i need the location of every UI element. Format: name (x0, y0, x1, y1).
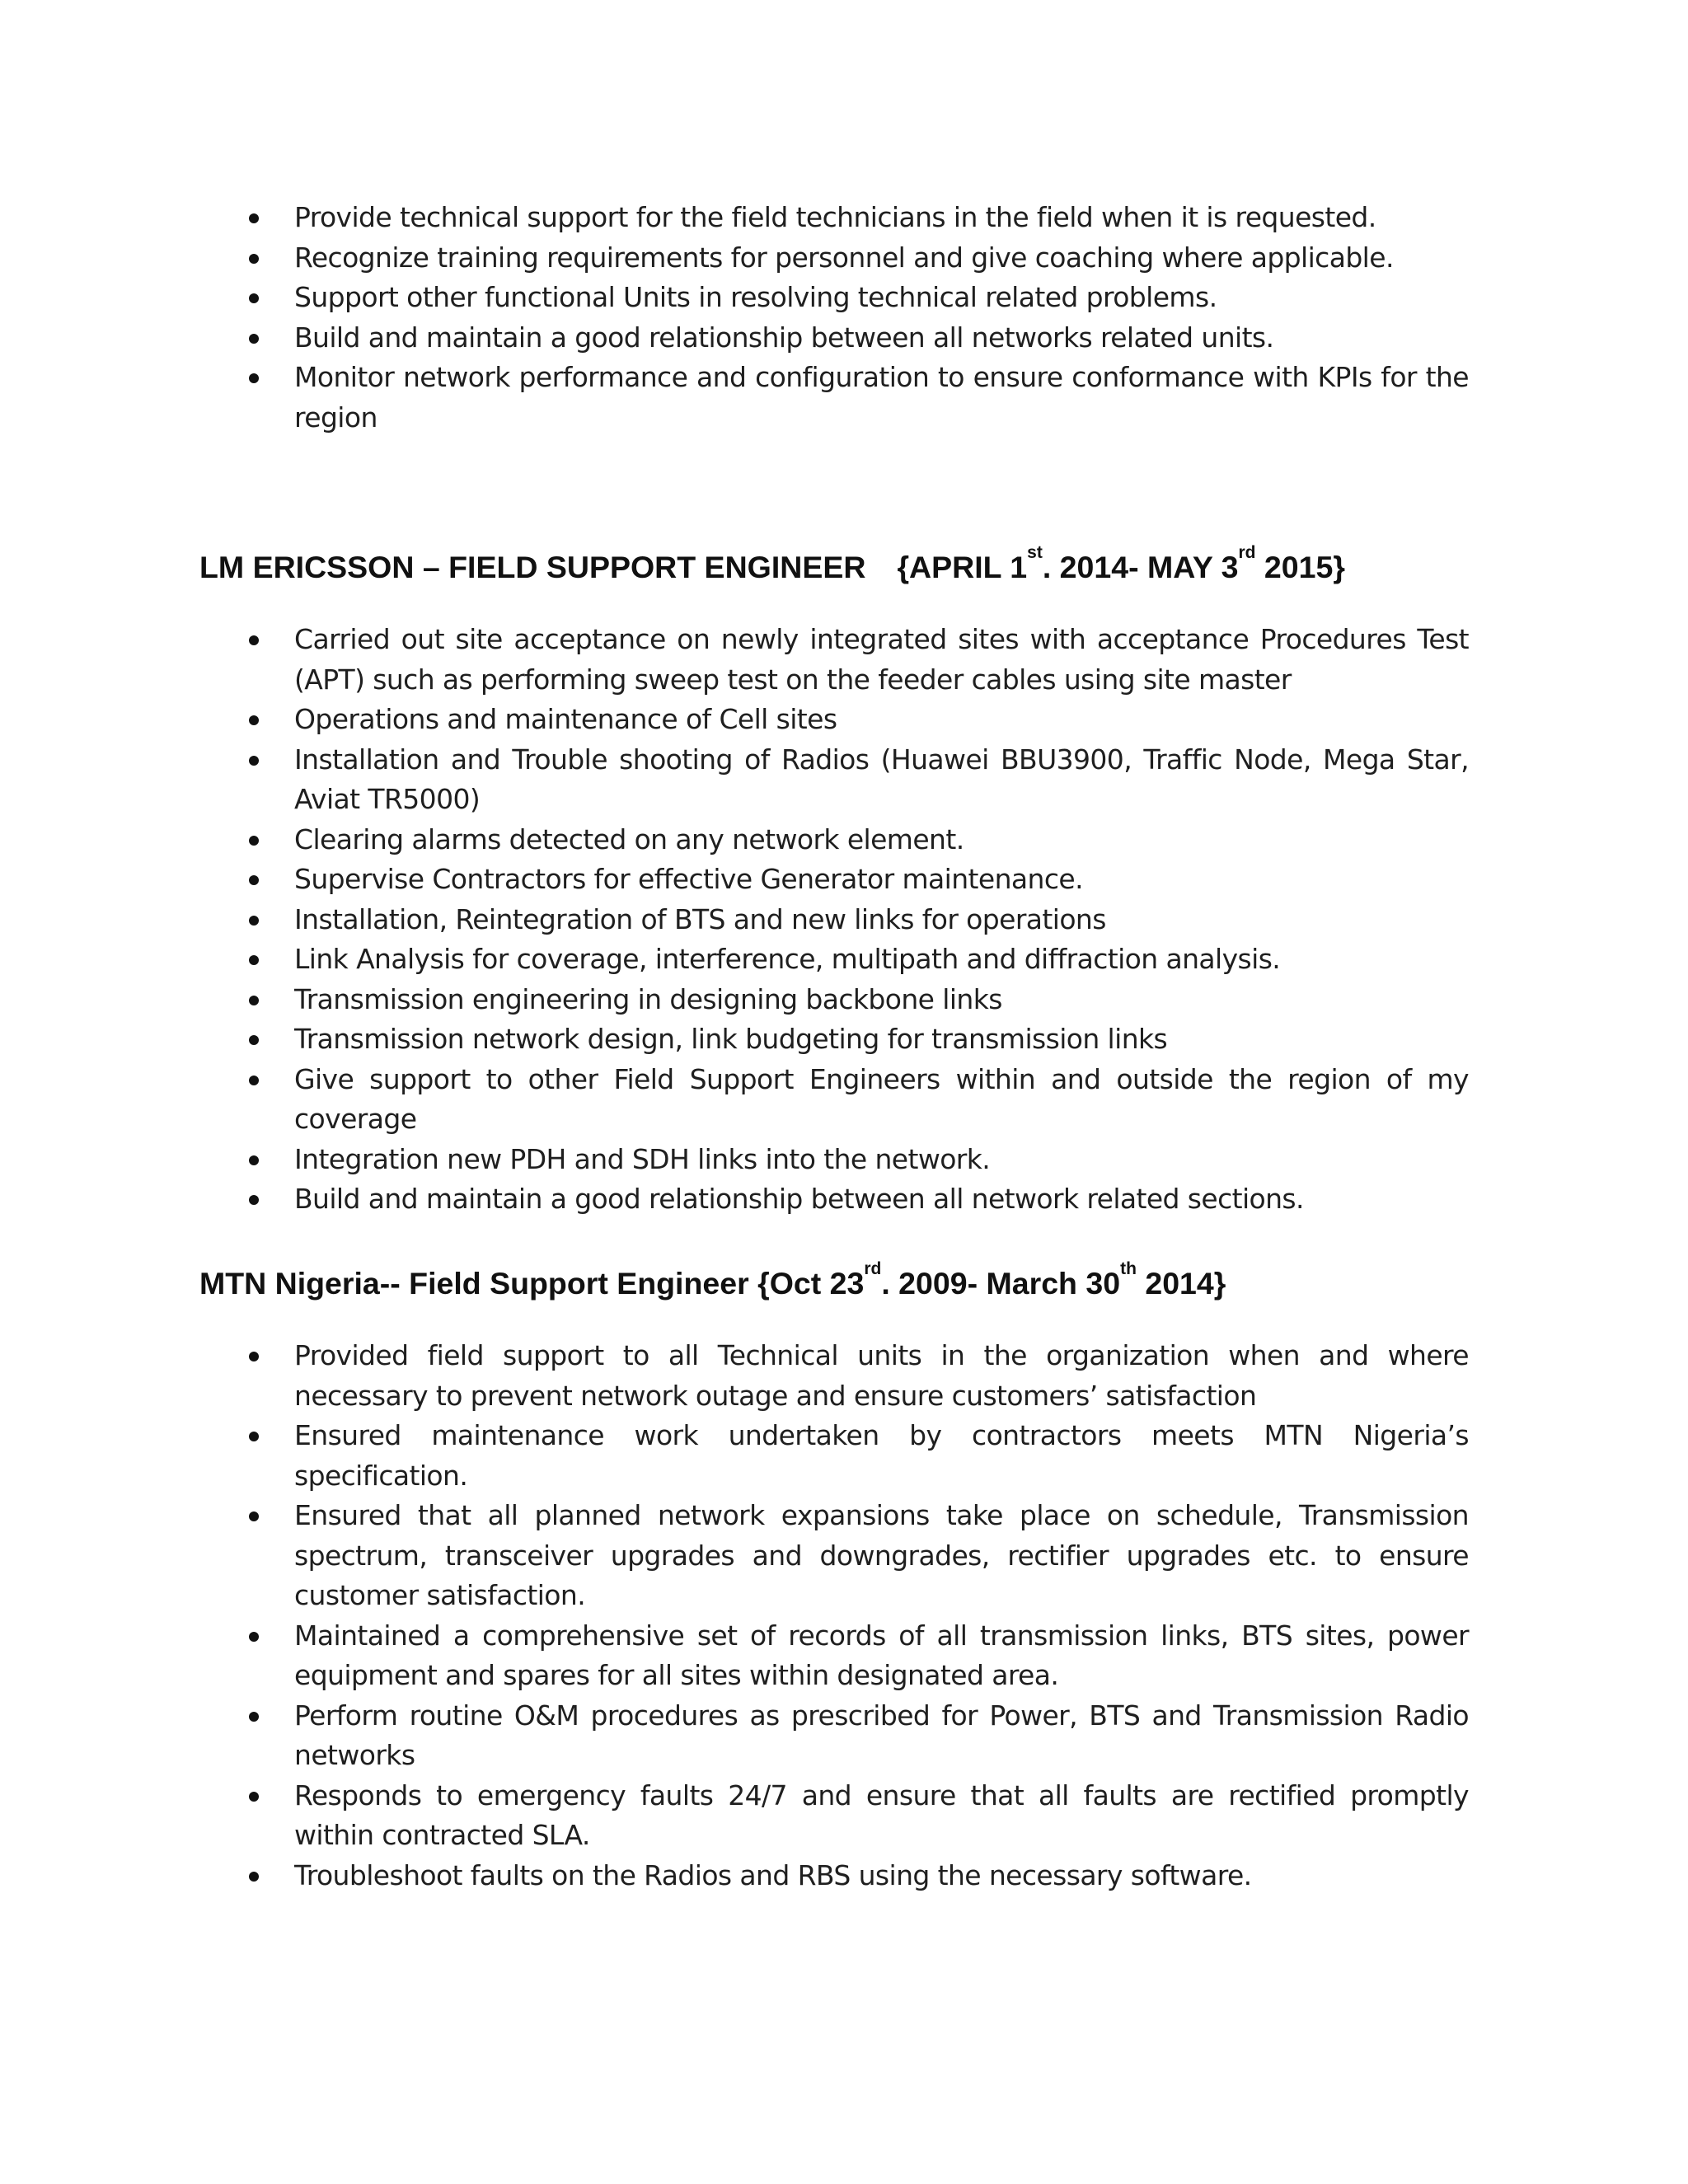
job-date-end: 2014} (1136, 1266, 1226, 1301)
bullet-icon (249, 1432, 259, 1441)
bullet-icon (249, 836, 259, 846)
list-item (199, 820, 1469, 860)
job-date-middle: . 2014- MAY 3 (1042, 550, 1239, 584)
list-item-text: Installation and Trouble shooting of Radios (Huawei BBU3900, Traffic Node, Mega Star, Aviat TR5000) (294, 743, 1469, 815)
list-item (199, 1336, 1469, 1416)
bullet-icon (249, 334, 259, 344)
list-item-text: Monitor network performance and configuration to ensure conformance with KPIs for the region (294, 361, 1469, 434)
list-item-text: Support other functional Units in resolving technical related problems. (294, 281, 1217, 313)
bullet-icon (249, 1352, 259, 1361)
list-item-text: Ensured that all planned network expansions take place on schedule, Transmission spectrum, transceiver upgrades and downgrades, rectifier upgrades etc. to ensure customer satisfaction. (294, 1499, 1469, 1611)
list-item-text: Provide technical support for the field technicians in the field when it is requested. (294, 201, 1376, 233)
mtn-responsibilities-list (199, 1336, 1469, 1896)
list-item-text: Recognize training requirements for personnel and give coaching where applicable. (294, 241, 1394, 274)
list-item-text: Carried out site acceptance on newly integrated sites with acceptance Procedures Test (APT) such as performing sweep test on the feeder cables using site master (294, 623, 1469, 696)
bullet-icon (249, 635, 259, 645)
bullet-list (199, 620, 1469, 1220)
bullet-icon (249, 293, 259, 303)
list-item (199, 940, 1469, 980)
list-item (199, 198, 1469, 238)
bullet-icon (249, 955, 259, 965)
bullet-icon (249, 1712, 259, 1722)
bullet-icon (249, 1035, 259, 1045)
bullet-icon (249, 916, 259, 926)
list-item-text: Transmission engineering in designing backbone links (294, 982, 1002, 1015)
bullet-icon (249, 1511, 259, 1521)
list-item-text: Operations and maintenance of Cell sites (294, 703, 837, 735)
ericsson-responsibilities-list (199, 620, 1469, 1220)
bullet-icon (249, 1632, 259, 1642)
bullet-icon (249, 1195, 259, 1205)
list-item (199, 700, 1469, 740)
bullet-icon (249, 213, 259, 223)
list-item (199, 900, 1469, 940)
list-item (199, 238, 1469, 279)
bullet-icon (249, 996, 259, 1005)
list-item-text: Supervise Contractors for effective Generator maintenance. (294, 863, 1083, 895)
bullet-icon (249, 1076, 259, 1085)
list-item-text: Provided field support to all Technical units in the organization when and where necessary to prevent network outage and ensure customers’ satisfaction (294, 1339, 1469, 1412)
ordinal-suffix: rd (864, 1259, 882, 1278)
list-item-text: Build and maintain a good relationship between all network related sections. (294, 1183, 1304, 1215)
ericsson-section-header (199, 543, 1469, 587)
list-item (199, 1140, 1469, 1180)
list-item (199, 740, 1469, 820)
bullet-list (199, 198, 1469, 438)
list-item (199, 1179, 1469, 1220)
list-item-text: Perform routine O&M procedures as prescribed for Power, BTS and Transmission Radio networks (294, 1699, 1469, 1771)
list-item (199, 1416, 1469, 1496)
job-title: MTN Nigeria-- Field Support Engineer {Oct 23 (199, 1266, 865, 1301)
list-item-text: Installation, Reintegration of BTS and new links for operations (294, 902, 1106, 935)
list-item (199, 358, 1469, 438)
job-heading-mtn (199, 1259, 1469, 1303)
bullet-list (199, 1336, 1469, 1896)
list-item (199, 860, 1469, 900)
list-item-text: Transmission network design, link budgeting for transmission links (294, 1023, 1168, 1055)
list-item-text: Ensured maintenance work undertaken by contractors meets MTN Nigeria’s specification. (294, 1419, 1469, 1492)
bullet-icon (249, 756, 259, 766)
list-item-text: Clearing alarms detected on any network element. (294, 823, 964, 855)
list-item (199, 1060, 1469, 1140)
list-item-text: Build and maintain a good relationship between all networks related units. (294, 321, 1274, 354)
bullet-icon (249, 373, 259, 383)
list-item-text: Maintained a comprehensive set of records of all transmission links, BTS sites, power equipment and spares for all sites within designated area. (294, 1619, 1469, 1691)
bullet-icon (249, 1155, 259, 1165)
job-heading-ericsson (199, 543, 1469, 587)
list-item (199, 1776, 1469, 1856)
list-item (199, 1616, 1469, 1696)
bullet-icon (249, 1792, 259, 1802)
job-date-start: {APRIL 1 (897, 550, 1028, 584)
list-item (199, 980, 1469, 1020)
job-title: LM ERICSSON – FIELD SUPPORT ENGINEER (199, 550, 866, 584)
bullet-icon (249, 1872, 259, 1882)
list-item (199, 1019, 1469, 1060)
list-item-text: Give support to other Field Support Engineers within and outside the region of my coverage (294, 1062, 1469, 1135)
job-date-end: 2015} (1255, 550, 1345, 584)
list-item-text: Responds to emergency faults 24/7 and ensure that all faults are rectified promptly within contracted SLA. (294, 1779, 1469, 1851)
list-item (199, 1696, 1469, 1776)
list-item (199, 318, 1469, 359)
list-item (199, 1856, 1469, 1896)
bullet-icon (249, 715, 259, 725)
ordinal-suffix: st (1027, 543, 1043, 562)
ordinal-suffix: rd (1238, 543, 1256, 562)
continued-responsibilities-list (199, 198, 1469, 438)
list-item-text: Integration new PDH and SDH links into the network. (294, 1142, 991, 1175)
list-item-text: Troubleshoot faults on the Radios and RBS using the necessary software. (294, 1858, 1252, 1891)
list-item-text: Link Analysis for coverage, interference, multipath and diffraction analysis. (294, 943, 1281, 975)
job-date-middle: . 2009- March 30 (881, 1266, 1121, 1301)
bullet-icon (249, 254, 259, 264)
list-item (199, 278, 1469, 318)
ordinal-suffix: th (1120, 1259, 1137, 1278)
list-item (199, 1496, 1469, 1616)
list-item (199, 620, 1469, 700)
mtn-section-header (199, 1259, 1469, 1303)
bullet-icon (249, 875, 259, 885)
